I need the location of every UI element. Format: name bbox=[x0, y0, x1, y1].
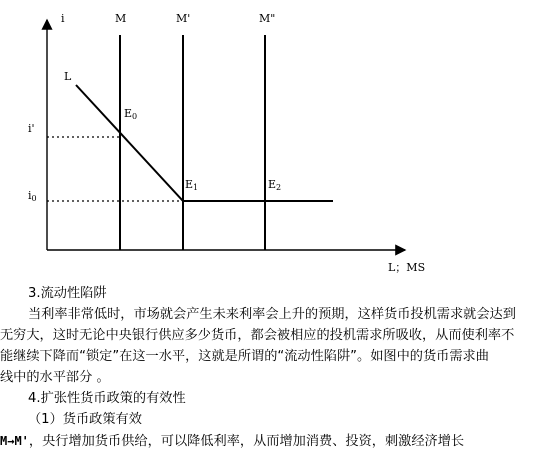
heading-expansionary-policy: 4.扩张性货币政策的有效性 bbox=[28, 391, 186, 406]
point-label-E0: E0 bbox=[124, 107, 138, 121]
rate-label-i-prime: i' bbox=[28, 122, 35, 135]
paragraph-line: 当利率非常低时，市场就会产生未来利率会上升的预期，这样货币投机需求就会达到 bbox=[28, 307, 516, 322]
paragraph-line: 线中的水平部分 。 bbox=[0, 370, 110, 385]
paragraph-line: 能继续下降而“锁定”在这一水平，这就是所谓的“流动性陷阱”。如图中的货币需求曲 bbox=[0, 349, 489, 364]
paragraph-line bbox=[0, 431, 464, 452]
supply-label-M-prime: M' bbox=[176, 12, 191, 25]
supply-shift-notation: M→M' bbox=[0, 434, 29, 448]
demand-label-L: L bbox=[64, 70, 72, 83]
rate-label-i0: i0 bbox=[28, 189, 37, 203]
y-axis-label: i bbox=[61, 12, 65, 25]
supply-shift-explanation: ，央行增加货币供给，可以降低利率，从而增加消费、投资，刺激经济增长 bbox=[28, 434, 465, 449]
paragraph-line: 无穷大，这时无论中央银行供应多少货币，都会被相应的投机需求所吸收，从而使利率不 bbox=[0, 328, 515, 343]
point-label-E1: E1 bbox=[185, 178, 199, 192]
heading-liquidity-trap: 3.流动性陷阱 bbox=[28, 286, 107, 301]
supply-label-M: M bbox=[115, 12, 127, 25]
supply-label-M-double-prime: M" bbox=[259, 12, 276, 25]
demand-curve-L bbox=[76, 85, 333, 201]
subheading-policy-effective: （1）货币政策有效 bbox=[28, 412, 142, 427]
x-axis-label: L；MS bbox=[388, 261, 426, 274]
point-label-E2: E2 bbox=[268, 178, 282, 192]
